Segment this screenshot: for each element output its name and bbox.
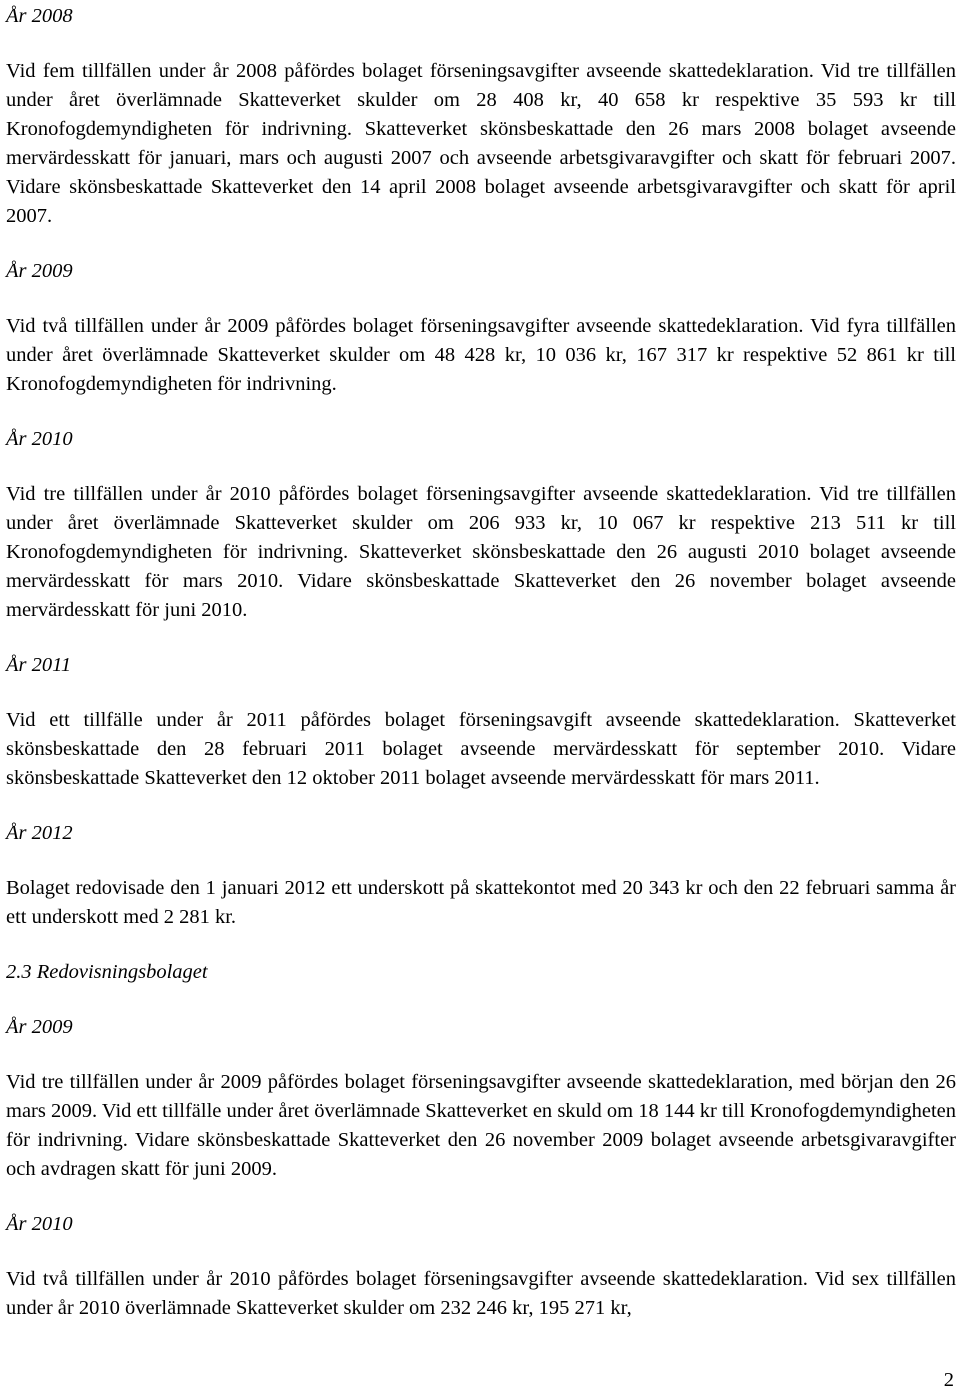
subsection-heading-2009: År 2009 [6,1016,73,1038]
section-heading-2009: År 2009 [6,260,73,282]
section-heading-2008: År 2008 [6,5,73,27]
section-paragraph-2012: Bolaget redovisade den 1 januari 2012 ett underskott på skattekontot med 20 343 kr och den 22 februari samma år ett underskott med 2 281 kr. [6,877,956,928]
subsection-paragraph-2010: Vid två tillfällen under år 2010 påfördes bolaget förseningsavgifter avseende skattedeklaration. Vid sex tillfällen under år 2010 överlämnade Skatteverket skulder om 232 246 kr, 195 271 kr, [6,1268,956,1319]
document-page [6,0,956,1323]
subsection-paragraph-2009: Vid tre tillfällen under år 2009 påfördes bolaget förseningsavgifter avseende skattedeklaration, med början den 26 mars 2009. Vid ett tillfälle under året överlämnade Skatteverket en skuld om 18 144 kr till Kronofogdemyndigheten för indrivning. Vidare skönsbeskattade Skatteverket den 26 november 2009 bolaget avseende arbetsgivaravgifter och avdragen skatt för juni 2009. [6,1071,956,1180]
page-number: 2 [943,1369,954,1391]
section-paragraph-2011: Vid ett tillfälle under år 2011 påfördes bolaget förseningsavgift avseende skattedeklaration. Skatteverket skönsbeskattade den 28 februari 2011 bolaget avseende mervärdesskatt för september 2010. Vidare skönsbeskattade Skatteverket den 12 oktober 2011 bolaget avseende mervärdesskatt för mars 2011. [6,709,956,789]
section-heading-2010: År 2010 [6,428,73,450]
section-heading-2012: År 2012 [6,822,73,844]
subsection-heading-2010: År 2010 [6,1213,73,1235]
subsection-title: 2.3 Redovisningsbolaget [6,961,208,983]
section-heading-2011: År 2011 [6,654,72,676]
section-paragraph-2009: Vid två tillfällen under år 2009 påfördes bolaget förseningsavgifter avseende skattedeklaration. Vid fyra tillfällen under året överlämnade Skatteverket skulder om 48 428 kr, 10 036 kr, 167 317 kr respektive 52 861 kr till Kronofogdemyndigheten för indrivning. [6,315,956,395]
section-paragraph-2008: Vid fem tillfällen under år 2008 påfördes bolaget förseningsavgifter avseende skattedeklaration. Vid tre tillfällen under året överlämnade Skatteverket skulder om 28 408 kr, 40 658 kr respektive 35 593 kr till Kronofogdemyndigheten för indrivning. Skatteverket skönsbeskattade den 26 mars 2008 bolaget avseende mervärdesskatt för januari, mars och augusti 2007 och avseende arbetsgivaravgifter och skatt för februari 2007. Vidare skönsbeskattade Skatteverket den 14 april 2008 bolaget avseende arbetsgivaravgifter och skatt för april 2007. [6,60,956,227]
section-paragraph-2010: Vid tre tillfällen under år 2010 påfördes bolaget förseningsavgifter avseende skattedeklaration. Vid tre tillfällen under året överlämnade Skatteverket skulder om 206 933 kr, 10 067 kr respektive 213 511 kr till Kronofogdemyndigheten för indrivning. Skatteverket skönsbeskattade den 26 augusti 2010 bolaget avseende mervärdesskatt för mars 2010. Vidare skönsbeskattade Skatteverket den 26 november bolaget avseende mervärdesskatt för juni 2010. [6,483,956,621]
